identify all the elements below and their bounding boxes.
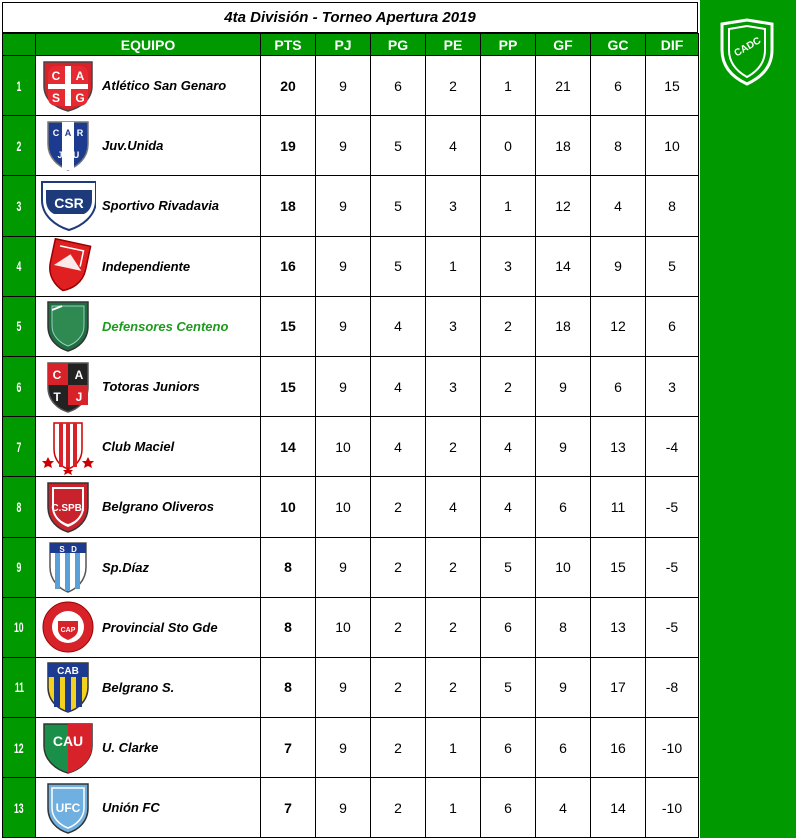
gf-cell: 18 [536,296,591,356]
team-cell [36,296,261,356]
pj-cell: 9 [316,537,371,597]
gf-cell: 6 [536,477,591,537]
position-cell [3,356,36,416]
team-name: U. Clarke [102,740,159,756]
position-number: 3 [16,197,22,214]
pts-cell: 20 [261,56,316,116]
table-row [3,296,699,356]
pts-cell: 8 [261,597,316,657]
pj-cell: 9 [316,236,371,296]
cab-crest-icon [38,660,98,714]
svg-text:A: A [74,367,84,382]
ufc-crest-icon [38,781,98,835]
gf-cell: 9 [536,417,591,477]
team-name: Defensores Centeno [102,318,229,334]
gf-cell: 6 [536,718,591,778]
pts-cell: 15 [261,296,316,356]
pts-cell: 18 [261,176,316,236]
pj-cell: 9 [316,176,371,236]
pj-cell: 9 [316,356,371,416]
svg-text:D: D [71,545,77,555]
pj-cell: 9 [316,657,371,717]
pe-cell: 3 [426,356,481,416]
gf-cell: 18 [536,116,591,176]
pe-cell: 4 [426,477,481,537]
table-row [3,718,699,778]
gc-cell: 6 [591,356,646,416]
gc-cell: 15 [591,537,646,597]
pp-cell: 2 [481,296,536,356]
svg-text:CAP: CAP [60,627,76,635]
team-cell [36,477,261,537]
pe-cell: 3 [426,176,481,236]
pp-cell: 6 [481,718,536,778]
pp-cell: 4 [481,417,536,477]
position-number: 2 [16,137,22,154]
gf-cell: 4 [536,778,591,838]
pg-cell: 2 [371,718,426,778]
svg-text:CSR: CSR [54,194,84,211]
svg-text:S: S [51,90,61,105]
pp-cell: 1 [481,176,536,236]
pg-cell: 2 [371,597,426,657]
pp-cell: 6 [481,778,536,838]
pp-cell: 5 [481,537,536,597]
team-cell [36,176,261,236]
table-row [3,778,699,838]
header-pp: PP [481,34,536,56]
header-pos [3,34,36,56]
position-number: 1 [16,77,22,94]
pg-cell: 2 [371,537,426,597]
position-number: 11 [14,679,24,696]
svg-text:C.SPB.: C.SPB. [51,502,85,514]
pe-cell: 1 [426,718,481,778]
header-pg: PG [371,34,426,56]
pg-cell: 4 [371,356,426,416]
dif-cell: 8 [646,176,699,236]
cspb-crest-icon [38,480,98,534]
standings-table [2,33,699,838]
pe-cell: 3 [426,296,481,356]
pts-cell: 7 [261,778,316,838]
svg-text:CAU: CAU [52,732,84,749]
position-number: 13 [14,799,24,816]
svg-text:R: R [76,127,84,138]
position-cell [3,417,36,477]
table-row [3,116,699,176]
dif-cell: 3 [646,356,699,416]
pe-cell: 1 [426,236,481,296]
pts-cell: 8 [261,657,316,717]
svg-text:J: J [75,389,83,404]
position-cell [3,477,36,537]
gc-cell: 16 [591,718,646,778]
pe-cell: 2 [426,56,481,116]
gc-cell: 8 [591,116,646,176]
team-name: Totoras Juniors [102,379,200,395]
cas-crest-icon [38,59,98,113]
position-number: 8 [16,498,22,515]
gc-cell: 11 [591,477,646,537]
gf-cell: 21 [536,56,591,116]
svg-text:CADC: CADC [732,35,764,60]
svg-text:U: U [72,149,80,160]
pp-cell: 0 [481,116,536,176]
team-cell [36,356,261,416]
position-number: 4 [16,258,22,275]
header-pe: PE [426,34,481,56]
pg-cell: 6 [371,56,426,116]
table-row [3,236,699,296]
position-number: 5 [16,318,22,335]
position-number: 9 [16,559,22,576]
svg-text:C: C [52,367,62,382]
table-row [3,356,699,416]
pe-cell: 2 [426,657,481,717]
dif-cell: -4 [646,417,699,477]
header-gf: GF [536,34,591,56]
team-cell [36,718,261,778]
dif-cell: -10 [646,718,699,778]
header-gc: GC [591,34,646,56]
catj-crest-icon [38,360,98,414]
gc-cell: 13 [591,597,646,657]
team-name: Independiente [102,258,191,274]
gf-cell: 10 [536,537,591,597]
position-cell [3,116,36,176]
team-name: Belgrano Oliveros [102,499,214,515]
dif-cell: 5 [646,236,699,296]
pj-cell: 10 [316,417,371,477]
team-name: Club Maciel [102,439,175,455]
gc-cell: 9 [591,236,646,296]
pp-cell: 2 [481,356,536,416]
team-cell [36,417,261,477]
pts-cell: 8 [261,537,316,597]
svg-text:C: C [51,68,61,83]
team-name: Unión FC [102,800,160,816]
team-cell [36,657,261,717]
independiente-crest-icon [38,239,98,293]
pj-cell: 9 [316,296,371,356]
gc-cell: 17 [591,657,646,717]
defensores-crest-icon [38,299,98,353]
svg-text:A: A [75,68,85,83]
team-name: Belgrano S. [102,679,175,695]
dif-cell: 15 [646,56,699,116]
table-row [3,597,699,657]
header-pts: PTS [261,34,316,56]
pj-cell: 10 [316,597,371,657]
pj-cell: 9 [316,718,371,778]
pj-cell: 9 [316,116,371,176]
pg-cell: 5 [371,236,426,296]
table-row [3,537,699,597]
pj-cell: 9 [316,56,371,116]
svg-text:C: C [52,127,60,138]
pts-cell: 14 [261,417,316,477]
team-cell [36,597,261,657]
position-number: 12 [14,739,24,756]
dif-cell: 6 [646,296,699,356]
pj-cell: 9 [316,778,371,838]
team-cell [36,778,261,838]
csr-crest-icon [38,179,98,233]
gf-cell: 14 [536,236,591,296]
gf-cell: 12 [536,176,591,236]
svg-text:S: S [59,545,65,555]
pp-cell: 6 [481,597,536,657]
position-cell [3,718,36,778]
gc-cell: 12 [591,296,646,356]
gf-cell: 8 [536,597,591,657]
team-cell [36,236,261,296]
carju-crest-icon [38,119,98,173]
table-row [3,417,699,477]
position-cell [3,236,36,296]
pts-cell: 15 [261,356,316,416]
pe-cell: 4 [426,116,481,176]
pg-cell: 2 [371,657,426,717]
svg-text:J: J [57,149,63,160]
position-number: 10 [14,619,24,636]
header-row [3,34,699,56]
cau-crest-icon [38,721,98,775]
pg-cell: 2 [371,778,426,838]
header-equipo: EQUIPO [36,34,261,56]
pg-cell: 5 [371,176,426,236]
maciel-crest-icon [38,420,98,474]
pts-cell: 10 [261,477,316,537]
position-number: 7 [16,438,22,455]
team-name: Juv.Unida [102,138,164,154]
position-cell [3,296,36,356]
pe-cell: 1 [426,778,481,838]
dif-cell: 10 [646,116,699,176]
provincial-crest-icon [38,600,98,654]
header-dif: DIF [646,34,699,56]
table-row [3,176,699,236]
pj-cell: 10 [316,477,371,537]
pts-cell: 19 [261,116,316,176]
pe-cell: 2 [426,537,481,597]
dif-cell: -5 [646,597,699,657]
position-cell [3,56,36,116]
pp-cell: 5 [481,657,536,717]
pts-cell: 16 [261,236,316,296]
position-cell [3,176,36,236]
dif-cell: -10 [646,778,699,838]
pg-cell: 5 [371,116,426,176]
svg-text:CAB: CAB [57,666,79,678]
pp-cell: 4 [481,477,536,537]
position-cell [3,778,36,838]
pts-cell: 7 [261,718,316,778]
table-row [3,657,699,717]
svg-text:A: A [64,127,72,138]
team-cell [36,56,261,116]
svg-text:T: T [53,389,61,404]
team-name: Sportivo Rivadavia [102,198,220,214]
team-name: Atlético San Genaro [102,78,227,94]
pe-cell: 2 [426,417,481,477]
header-pj: PJ [316,34,371,56]
pg-cell: 4 [371,296,426,356]
pp-cell: 3 [481,236,536,296]
table-title: 4ta División - Torneo Apertura 2019 [2,2,698,33]
table-row [3,56,699,116]
pg-cell: 4 [371,417,426,477]
dif-cell: -5 [646,537,699,597]
gc-cell: 4 [591,176,646,236]
svg-text:G: G [75,90,85,105]
team-name: Sp.Díaz [102,559,149,575]
team-cell [36,537,261,597]
team-cell [36,116,261,176]
pg-cell: 2 [371,477,426,537]
gc-cell: 14 [591,778,646,838]
gf-cell: 9 [536,356,591,416]
position-cell [3,657,36,717]
dif-cell: -5 [646,477,699,537]
sd-crest-icon [38,540,98,594]
pp-cell: 1 [481,56,536,116]
position-number: 6 [16,378,22,395]
gc-cell: 6 [591,56,646,116]
gc-cell: 13 [591,417,646,477]
table-row [3,477,699,537]
position-cell [3,597,36,657]
pe-cell: 2 [426,597,481,657]
side-panel [700,0,796,838]
position-cell [3,537,36,597]
svg-text:UFC: UFC [55,800,81,815]
team-name: Provincial Sto Gde [102,619,218,635]
gf-cell: 9 [536,657,591,717]
cadc-shield-icon [716,16,778,93]
dif-cell: -8 [646,657,699,717]
